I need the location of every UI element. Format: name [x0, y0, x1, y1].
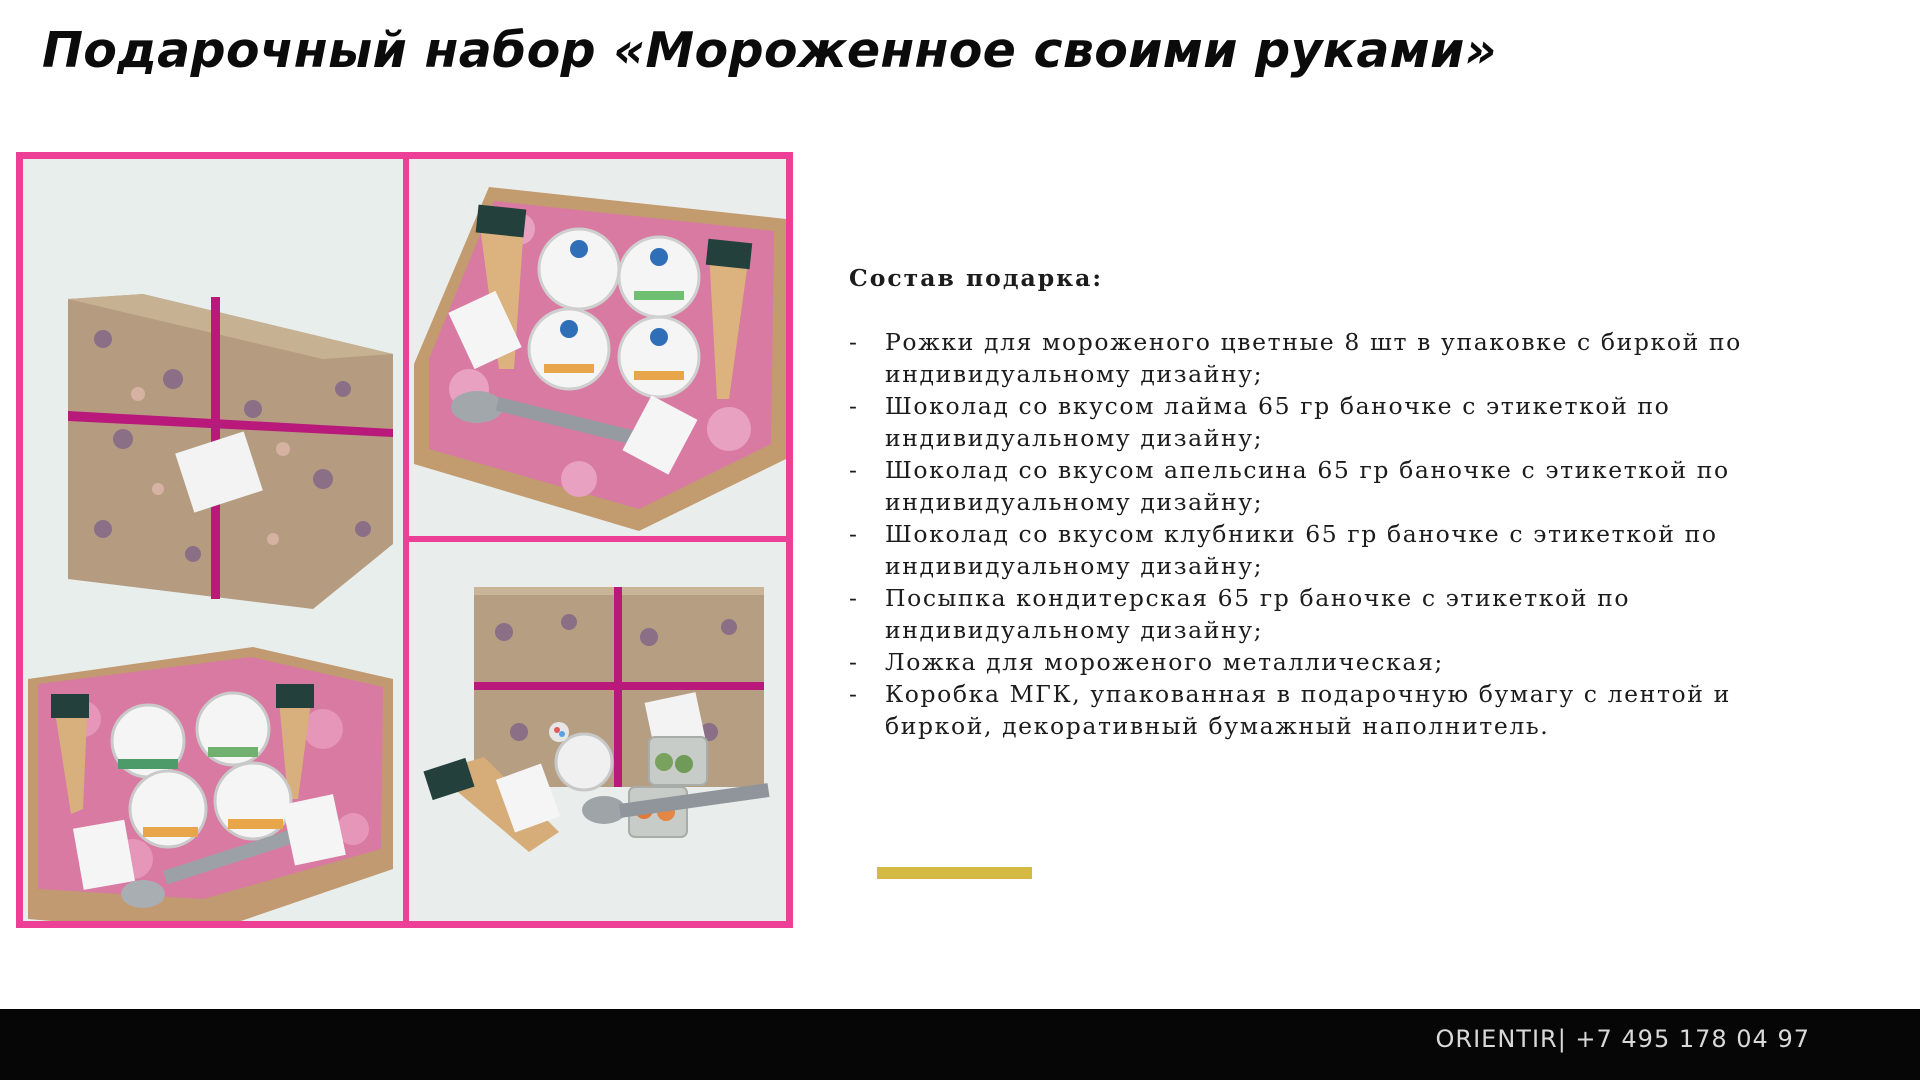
- list-dash: -: [849, 456, 859, 484]
- list-dash: -: [849, 328, 859, 356]
- list-dash: -: [849, 680, 859, 708]
- photo-gift-box-open-and-wrapped: [23, 159, 403, 921]
- list-dash: -: [849, 584, 859, 612]
- composition-block: [849, 262, 1749, 742]
- photo-gift-box-top-view: [409, 159, 786, 536]
- list-item: [849, 326, 1749, 390]
- list-dash: -: [849, 520, 859, 548]
- list-item-text: Шоколад со вкусом апельсина 65 гр баночке с этикеткой по индивидуальному дизайну;: [885, 456, 1730, 516]
- list-item: [849, 646, 1749, 678]
- list-item-text: Коробка МГК, упакованная в подарочную бумагу с лентой и биркой, декоративный бумажный наполнитель.: [885, 680, 1731, 740]
- list-item-text: Шоколад со вкусом лайма 65 гр баночке с этикеткой по индивидуальному дизайну;: [885, 392, 1671, 452]
- list-item: [849, 454, 1749, 518]
- list-item-text: Рожки для мороженого цветные 8 шт в упаковке с биркой по индивидуальному дизайну;: [885, 328, 1742, 388]
- page-title: Подарочный набор «Мороженное своими руками»: [42, 22, 1497, 79]
- list-item: [849, 678, 1749, 742]
- composition-heading: Состав подарка:: [849, 264, 1104, 292]
- list-item: [849, 582, 1749, 646]
- footer-bar: [0, 1009, 1920, 1080]
- list-item-text: Шоколад со вкусом клубники 65 гр баночке с этикеткой по индивидуальному дизайну;: [885, 520, 1718, 580]
- list-item-text: Посыпка кондитерская 65 гр баночке с этикеткой по индивидуальному дизайну;: [885, 584, 1631, 644]
- list-item: [849, 390, 1749, 454]
- list-item-text: Ложка для мороженого металлическая;: [885, 648, 1444, 676]
- photo-gift-set-contents: [409, 542, 786, 921]
- list-item: [849, 518, 1749, 582]
- footer-contact: ORIENTIR| +7 495 178 04 97: [1435, 1025, 1810, 1053]
- list-dash: -: [849, 648, 859, 676]
- composition-list: [849, 326, 1749, 742]
- list-dash: -: [849, 392, 859, 420]
- accent-bar: [877, 867, 1032, 879]
- photo-collage: [16, 152, 793, 928]
